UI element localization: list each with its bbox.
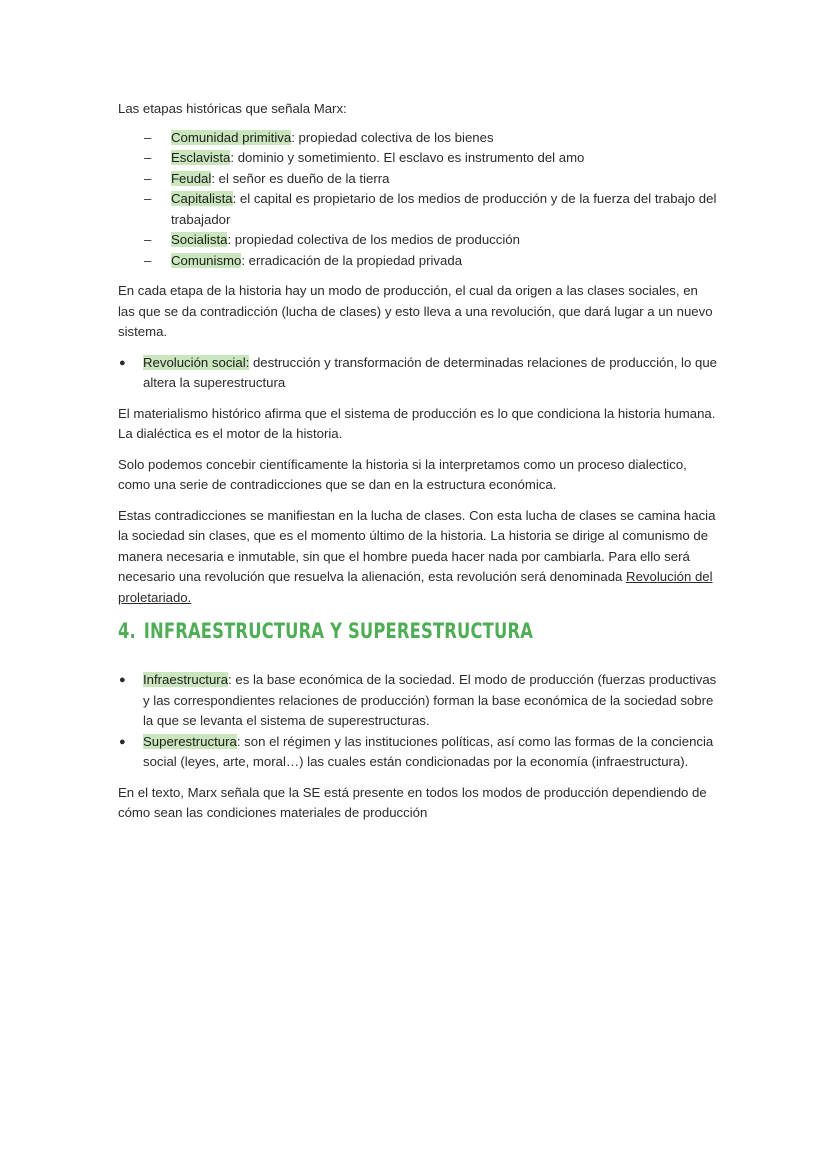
stage-term: Capitalista — [171, 191, 233, 206]
dash-bullet: – — [144, 150, 152, 165]
stage-term: Socialista — [171, 232, 228, 247]
revolucion-desc: destrucción y transformación de determinadas relaciones de producción, lo que altera la superestructura — [143, 354, 717, 390]
stage-desc: : dominio y sometimiento. El esclavo es instrumento del amo — [230, 150, 585, 165]
stage-desc: : propiedad colectiva de los medios de producción — [227, 232, 520, 247]
paragraph-contradicciones — [118, 506, 718, 609]
dash-bullet: – — [144, 129, 152, 145]
paragraph-etapas: En cada etapa de la historia hay un modo de producción, el cual da origen a las clases sociales, en las que se da contradicción (lucha de clases) y esto lleva a una revolución, que dará lugar a un nuevo sistema. — [118, 283, 713, 339]
dash-bullet: – — [144, 170, 152, 186]
list-item — [144, 251, 718, 272]
revolucion-term: Revolución social: — [143, 354, 250, 370]
list-item — [144, 169, 718, 190]
definition-term: Superestructura — [143, 733, 237, 749]
stage-desc: : propiedad colectiva de los bienes — [291, 129, 494, 145]
list-item — [119, 353, 718, 394]
definition-term: Infraestructura — [143, 672, 229, 687]
dash-bullet: – — [144, 232, 152, 247]
definitions-list — [118, 670, 718, 773]
list-item — [144, 128, 718, 149]
paragraph-final: En el texto, Marx señala que la SE está presente en todos los modos de producción dependiendo de cómo sean las condiciones materiales de producción — [118, 784, 707, 820]
dot-bullet: ● — [119, 356, 126, 369]
stage-term: Comunismo — [171, 252, 242, 268]
list-item — [144, 230, 718, 251]
dot-bullet: ● — [119, 735, 126, 748]
page-content — [118, 99, 718, 834]
paragraph-materialismo: El materialismo histórico afirma que el sistema de producción es lo que condiciona la historia humana. La dialéctica es el motor de la historia. — [118, 405, 716, 441]
definition-desc: : es la base económica de la sociedad. El modo de producción (fuerzas productivas y las correspondientes relaciones de producción) forman la base económica de la sociedad sobre la que se levanta el sistema de superestructuras. — [143, 672, 717, 728]
list-item — [119, 670, 718, 732]
revolucion-list — [118, 353, 718, 394]
section-number: 4. — [118, 619, 136, 643]
contradicciones-text: Estas contradicciones se manifiestan en la lucha de clases. Con esta lucha de clases se camina hacia la sociedad sin clases, que es el momento último de la historia. La historia se dirige al comunismo de manera necesaria e inmutable, sin que el hombre pueda hacer nada por cambiarla. Para ello será necesario una revolución que resuelva la alienación, esta revolución será denominada — [118, 507, 716, 584]
stages-list — [118, 128, 718, 272]
stage-term: Feudal — [171, 170, 212, 186]
revolucion-proletariado-link: Revolución del proletariado. — [118, 569, 713, 605]
list-item — [144, 189, 718, 230]
section-title: INFRAESTRUCTURA Y SUPERESTRUCTURA — [143, 619, 534, 643]
paragraph-solo: Solo podemos concebir científicamente la historia si la interpretamos como un proceso dialectico, como una serie de contradicciones que se dan en la estructura económica. — [118, 456, 687, 492]
stage-desc: : erradicación de la propiedad privada — [241, 252, 463, 268]
stage-desc: : el señor es dueño de la tierra — [211, 170, 390, 186]
section-heading — [118, 618, 586, 644]
stage-desc: : el capital es propietario de los medios de producción y de la fuerza del trabajo del trabajador — [171, 191, 717, 227]
dash-bullet: – — [144, 252, 152, 268]
list-item — [119, 732, 718, 773]
dash-bullet: – — [144, 191, 152, 206]
definition-desc: : son el régimen y las instituciones políticas, así como las formas de la conciencia social (leyes, arte, moral…) las cuales están condicionadas por la economía (infraestructura). — [143, 733, 714, 769]
intro-text: Las etapas históricas que señala Marx: — [118, 101, 347, 116]
dot-bullet: ● — [119, 674, 126, 686]
stage-term: Esclavista — [171, 150, 231, 165]
list-item — [144, 148, 718, 169]
stage-term: Comunidad primitiva — [171, 129, 292, 145]
